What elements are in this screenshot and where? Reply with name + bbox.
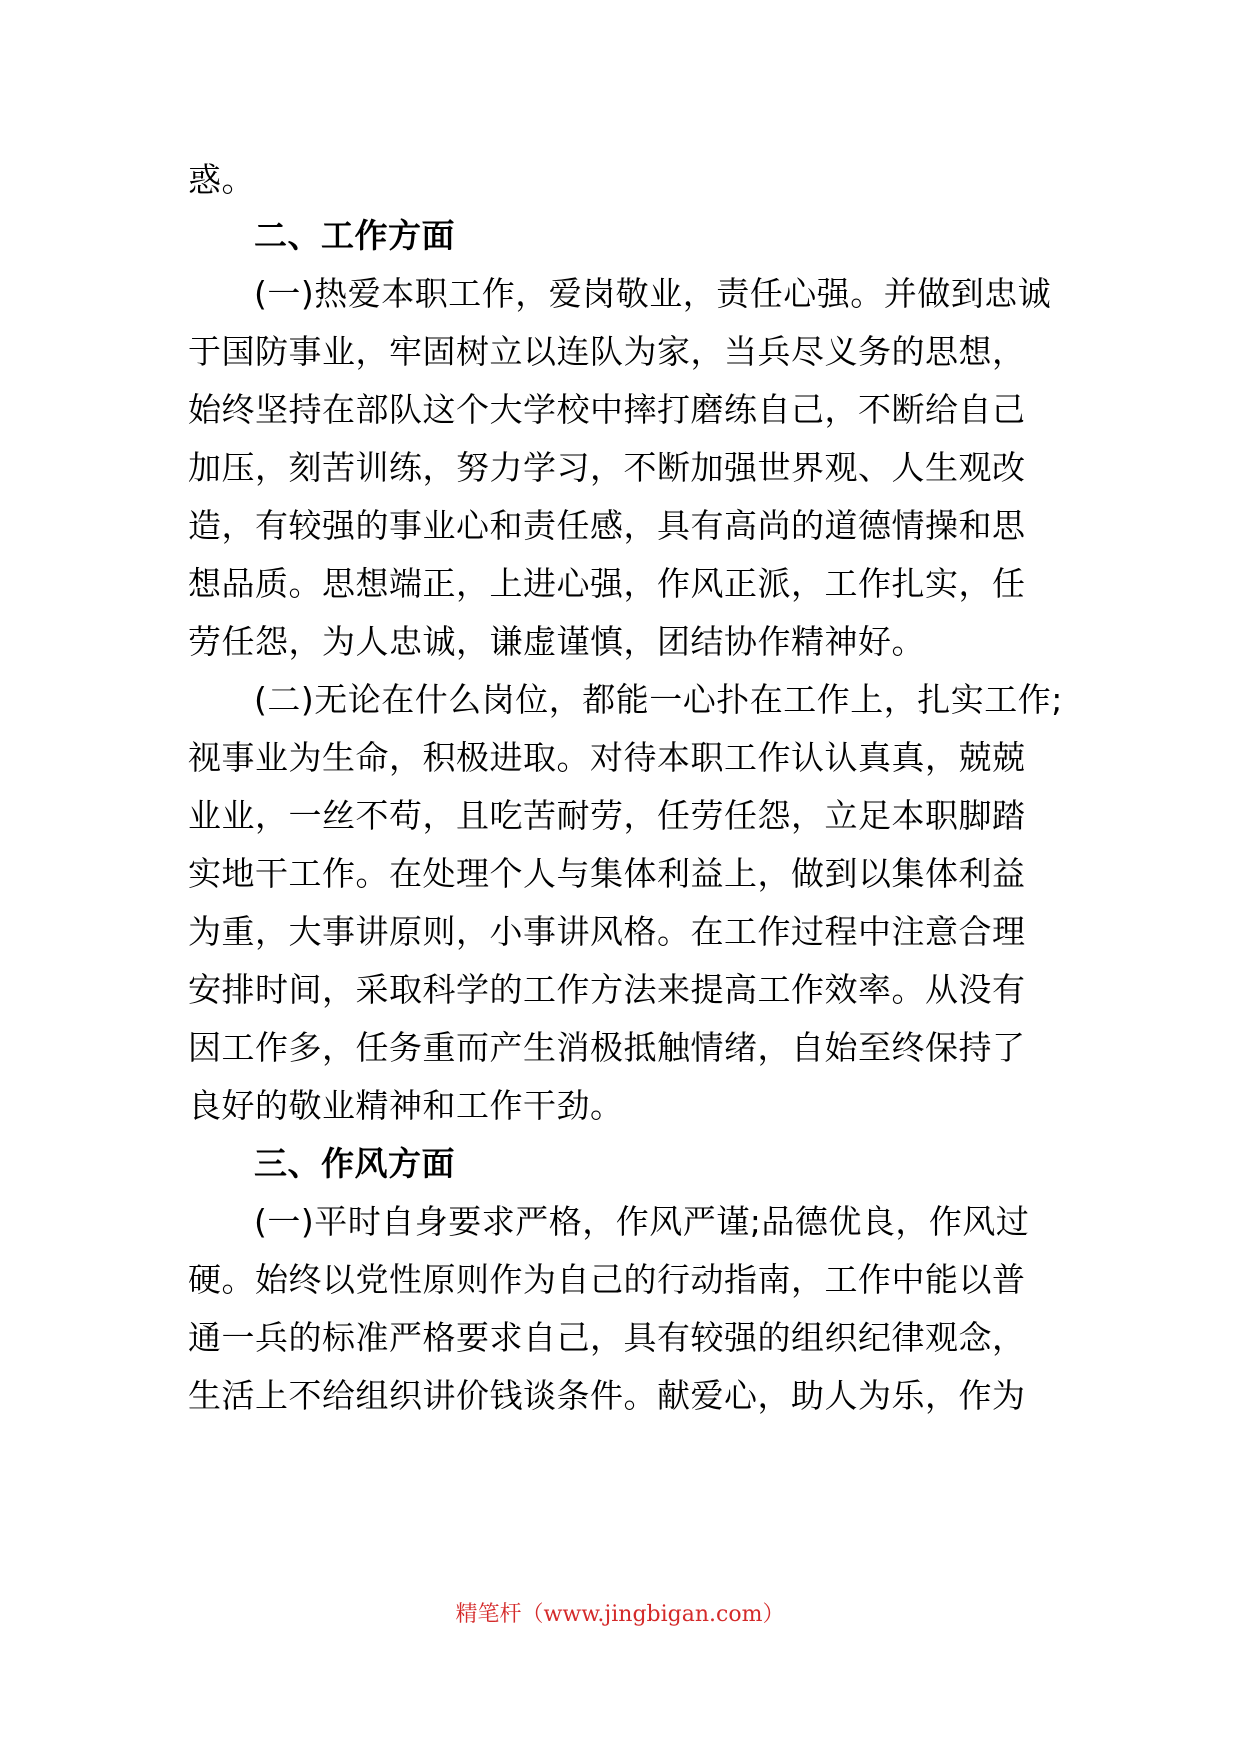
paragraph-line: 业业，一丝不苟，且吃苦耐劳，任劳任怨，立足本职脚踏 (188, 796, 1026, 835)
paragraph-line: 硬。始终以党性原则作为自己的行动指南，工作中能以普 (188, 1260, 1026, 1299)
paragraph-line: (一)平时自身要求严格，作风严谨;品德优良，作风过 (254, 1202, 1030, 1241)
paragraph-line: 惑。 (188, 160, 255, 199)
paragraph-line: 劳任怨，为人忠诚，谦虚谨慎，团结协作精神好。 (188, 622, 925, 661)
footer-watermark-text: 精笔杆（www.jingbigan.com） (455, 1602, 785, 1627)
paragraph-line: (二)无论在什么岗位，都能一心扑在工作上，扎实工作; (254, 680, 1063, 719)
section-heading-work: 二、工作方面 (254, 216, 455, 255)
paragraph-line: 良好的敬业精神和工作干劲。 (188, 1086, 624, 1125)
section-heading-style: 三、作风方面 (254, 1144, 455, 1183)
paragraph-line: 于国防事业，牢固树立以连队为家，当兵尽义务的思想， (188, 332, 1026, 371)
paragraph-line: 视事业为生命，积极进取。对待本职工作认认真真，兢兢 (188, 738, 1026, 777)
paragraph-line: (一)热爱本职工作，爱岗敬业，责任心强。并做到忠诚 (254, 274, 1052, 313)
paragraph-line: 因工作多，任务重而产生消极抵触情绪，自始至终保持了 (188, 1028, 1026, 1067)
paragraph-line: 通一兵的标准严格要求自己，具有较强的组织纪律观念， (188, 1318, 1026, 1357)
paragraph-line: 始终坚持在部队这个大学校中摔打磨练自己，不断给自己 (188, 390, 1026, 429)
paragraph-line: 为重，大事讲原则，小事讲风格。在工作过程中注意合理 (188, 912, 1026, 951)
paragraph-line: 生活上不给组织讲价钱谈条件。献爱心，助人为乐，作为 (188, 1376, 1026, 1415)
paragraph-line: 造，有较强的事业心和责任感，具有高尚的道德情操和思 (188, 506, 1026, 545)
paragraph-line: 实地干工作。在处理个人与集体利益上，做到以集体利益 (188, 854, 1026, 893)
paragraph-line: 安排时间，采取科学的工作方法来提高工作效率。从没有 (188, 970, 1026, 1009)
paragraph-line: 加压，刻苦训练，努力学习，不断加强世界观、人生观改 (188, 448, 1026, 487)
paragraph-line: 想品质。思想端正，上进心强，作风正派，工作扎实，任 (188, 564, 1026, 603)
